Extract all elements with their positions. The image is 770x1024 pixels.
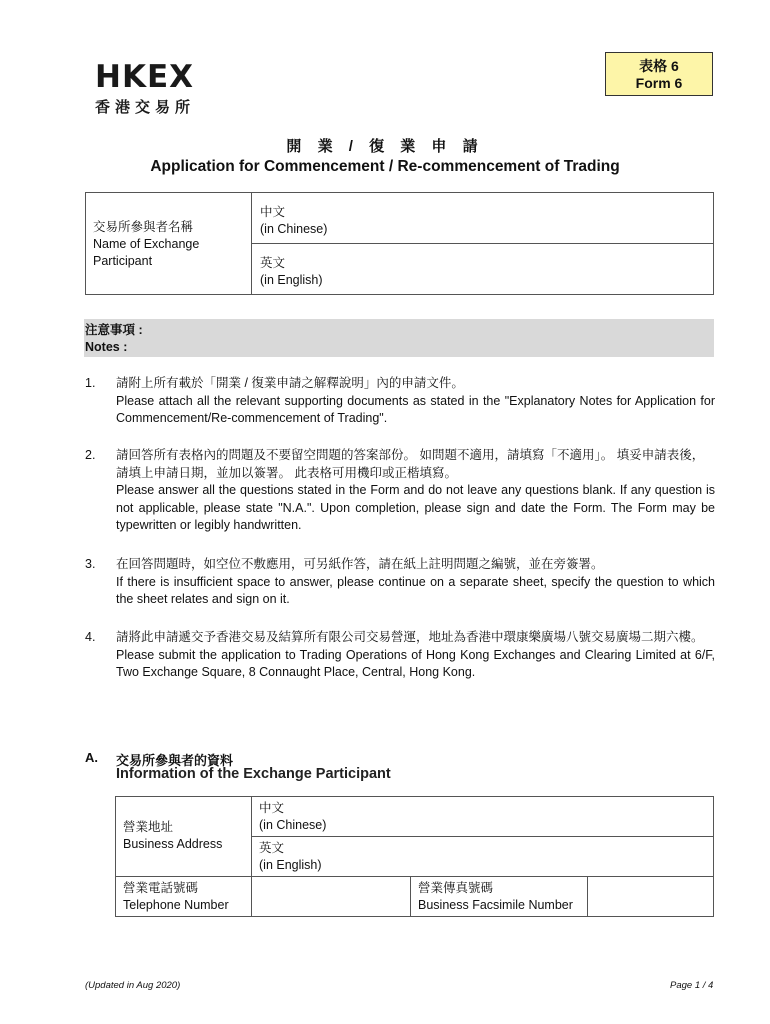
business-address-label-zh: 營業地址 xyxy=(123,820,174,834)
hkex-logo xyxy=(95,59,205,117)
participant-name-english-zh: 英文 xyxy=(260,256,286,270)
notes-heading xyxy=(85,322,143,356)
fax-field[interactable] xyxy=(588,877,714,917)
participant-info-table xyxy=(115,796,714,917)
participant-name-label-en: Name of Exchange Participant xyxy=(93,237,200,268)
telephone-label xyxy=(116,877,252,917)
business-address-chinese-zh: 中文 xyxy=(259,801,285,815)
business-address-english-field[interactable] xyxy=(252,837,714,877)
note-item-3 xyxy=(85,556,715,609)
form-number-box xyxy=(605,52,713,96)
participant-name-chinese-field[interactable] xyxy=(252,193,714,244)
participant-name-english-en: (in English) xyxy=(260,273,323,287)
business-address-label-en: Business Address xyxy=(123,837,223,851)
note-number: 3. xyxy=(85,557,96,571)
business-address-chinese-field[interactable] xyxy=(252,797,714,837)
participant-name-label-zh: 交易所參與者名稱 xyxy=(93,220,194,234)
note-text-en: If there is insufficient space to answer, please continue on a separate sheet, specify the question to which the sheet relates and sign on it. xyxy=(116,574,715,606)
note-number: 2. xyxy=(85,448,96,462)
footer-page-number: Page 1 / 4 xyxy=(670,980,714,991)
business-address-label xyxy=(116,797,252,877)
telephone-label-zh: 營業電話號碼 xyxy=(123,881,199,895)
section-a-title-zh: 交易所參與者的資料 xyxy=(116,753,234,768)
form-number-zh: 表格 6 xyxy=(639,58,679,74)
participant-name-chinese-en: (in Chinese) xyxy=(260,222,328,236)
note-number: 4. xyxy=(85,630,96,644)
telephone-field[interactable] xyxy=(252,877,411,917)
page-title-en: Application for Commencement / Re-commencement of Trading xyxy=(150,158,620,175)
note-number: 1. xyxy=(85,376,96,390)
footer-updated-date: (Updated in Aug 2020) xyxy=(85,980,181,991)
logo-text-en: HKEX xyxy=(95,59,195,95)
note-text-en: Please attach all the relevant supporting documents as stated in the "Explanatory Notes for Application for Commencement/Re-commencement of Trading". xyxy=(116,393,715,425)
note-text-zh: 請附上所有載於「開業 / 復業申請之解釋說明」內的申請文件。 xyxy=(116,376,464,390)
note-item-4 xyxy=(85,629,715,682)
notes-heading-zh: 注意事項 : xyxy=(85,323,143,337)
participant-name-english-field[interactable] xyxy=(252,244,714,295)
logo-text-zh: 香港交易所 xyxy=(95,99,196,116)
note-text-en: Please answer all the questions stated in the Form and do not leave any questions blank. If any question is not applicable, please state "N.A.". Upon completion, please sign and date the Form. The Form may be typewritten or legibly handwritten. xyxy=(116,483,715,532)
form-number-en: Form 6 xyxy=(635,75,683,91)
note-item-2 xyxy=(85,447,715,535)
note-text-en: Please submit the application to Trading Operations of Hong Kong Exchanges and Clearing Limited at 6/F, Two Exchange Square, 8 Connaught Place, Central, Hong Kong. xyxy=(116,647,715,679)
notes-heading-en: Notes : xyxy=(85,340,128,354)
fax-label xyxy=(411,877,588,917)
note-text-zh: 請回答所有表格內的問題及不要留空問題的答案部份。 如問題不適用，請填寫「不適用」。 填妥申請表後，請填上申請日期，並加以簽署。 此表格可用機印或正楷填寫。 xyxy=(116,448,705,480)
page-title-zh: 開 業 / 復 業 申 請 xyxy=(286,138,484,155)
participant-name-chinese-zh: 中文 xyxy=(260,205,286,219)
section-a-title-en: Information of the Exchange Participant xyxy=(116,766,391,782)
participant-name-table xyxy=(85,192,714,295)
section-a-letter: A. xyxy=(85,750,98,765)
business-address-chinese-en: (in Chinese) xyxy=(259,818,327,832)
note-text-zh: 請將此申請遞交予香港交易及結算所有限公司交易營運，地址為香港中環康樂廣場八號交易廣場二期六樓。 xyxy=(116,630,704,644)
business-address-english-en: (in English) xyxy=(259,858,322,872)
participant-name-label xyxy=(86,193,252,295)
fax-label-zh: 營業傳真號碼 xyxy=(418,881,494,895)
notes-heading-bar xyxy=(84,319,714,357)
note-item-1 xyxy=(85,375,715,428)
business-address-english-zh: 英文 xyxy=(259,841,285,855)
note-text-zh: 在回答問題時，如空位不敷應用，可另紙作答，請在紙上註明問題之編號，並在旁簽署。 xyxy=(116,557,604,571)
telephone-label-en: Telephone Number xyxy=(123,898,229,912)
fax-label-en: Business Facsimile Number xyxy=(418,898,573,912)
